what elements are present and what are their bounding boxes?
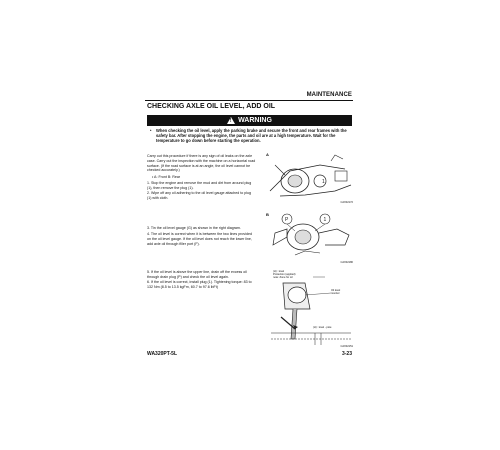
step-1: 1. Stop the engine and remove the mud and dirt from around plug (1), then remove the plug (1). <box>147 181 252 190</box>
gauge-tube-label: Oil level monitor <box>331 289 341 295</box>
step-5: 5. If the oil level is above the upper line, drain off the excess oil through drain plug (P) and check the oil level again. <box>147 270 247 279</box>
step-4: 4. The oil level is correct when it is between the two lines provided on the oil level gauge. If the oil level does not reach the lower line, add axle oil through filler port (F). <box>147 232 253 246</box>
axle-front-drawing <box>265 151 355 205</box>
warning-body: When checking the oil level, apply the parking brake and secure the front and rear frames with the safety bar. After stopping the engine, the parts and oil are at a high temperature. Wait for the temperature to go down before starting the operation. <box>156 128 347 143</box>
svg-text:1: 1 <box>323 217 327 223</box>
oil-gauge-drawing <box>265 269 355 349</box>
warning-bullet: • <box>150 128 152 133</box>
position-bullet: • A: Front B: Rear <box>152 175 181 179</box>
figure-number: B <box>266 212 269 217</box>
figure-code: CAX02172 <box>340 201 353 204</box>
header-rule <box>145 100 353 101</box>
figure-code: CAX02180 <box>340 261 353 264</box>
step-2: 2. Wipe off any oil adhering to the oil level gauge attached to plug (1) with cloth. <box>147 191 252 200</box>
figure-oil-level-gauge <box>264 268 356 350</box>
model-number: WA320PT-5L <box>147 351 178 357</box>
gauge-lower-label: (H) : level - ptoe <box>313 326 332 329</box>
svg-text:1: 1 <box>322 179 325 185</box>
section-header: MAINTENANCE <box>306 92 352 98</box>
page-number: 3-23 <box>341 351 352 357</box>
figure-axle-front <box>264 150 356 206</box>
step-3: 3. Tin the oil level gauge (G) as shown in the right diagram. <box>147 226 241 230</box>
figure-code: CAX02151 <box>340 345 353 348</box>
figure-number: A <box>266 152 269 157</box>
warning-text <box>150 128 350 143</box>
warning-triangle-icon <box>227 117 235 124</box>
step-6: 6. If the oil level is correct, install plug (1). Tightening torque: 83 to 132 Nm (8.5 to 13.5 kgFm, 60.7 to 97.6 lbFt) <box>147 280 252 289</box>
page-title: CHECKING AXLE OIL LEVEL, ADD OIL <box>147 103 276 110</box>
figure-axle-rear <box>264 210 356 266</box>
intro-paragraph: Carry out this procedure if there is any sign of oil leaks on the axle case. Carry out the inspection with the machine on a horizontal road surface. (If the road surface is at an angle, the oil level cannot be checked accurately.) <box>147 154 256 173</box>
warning-banner <box>147 115 352 126</box>
svg-text:P: P <box>285 217 289 223</box>
warning-label: WARNING <box>238 117 272 124</box>
axle-rear-drawing <box>265 211 355 265</box>
gauge-upper-label: (H) : level Protection (applied) note: Zone for oil <box>273 270 296 279</box>
